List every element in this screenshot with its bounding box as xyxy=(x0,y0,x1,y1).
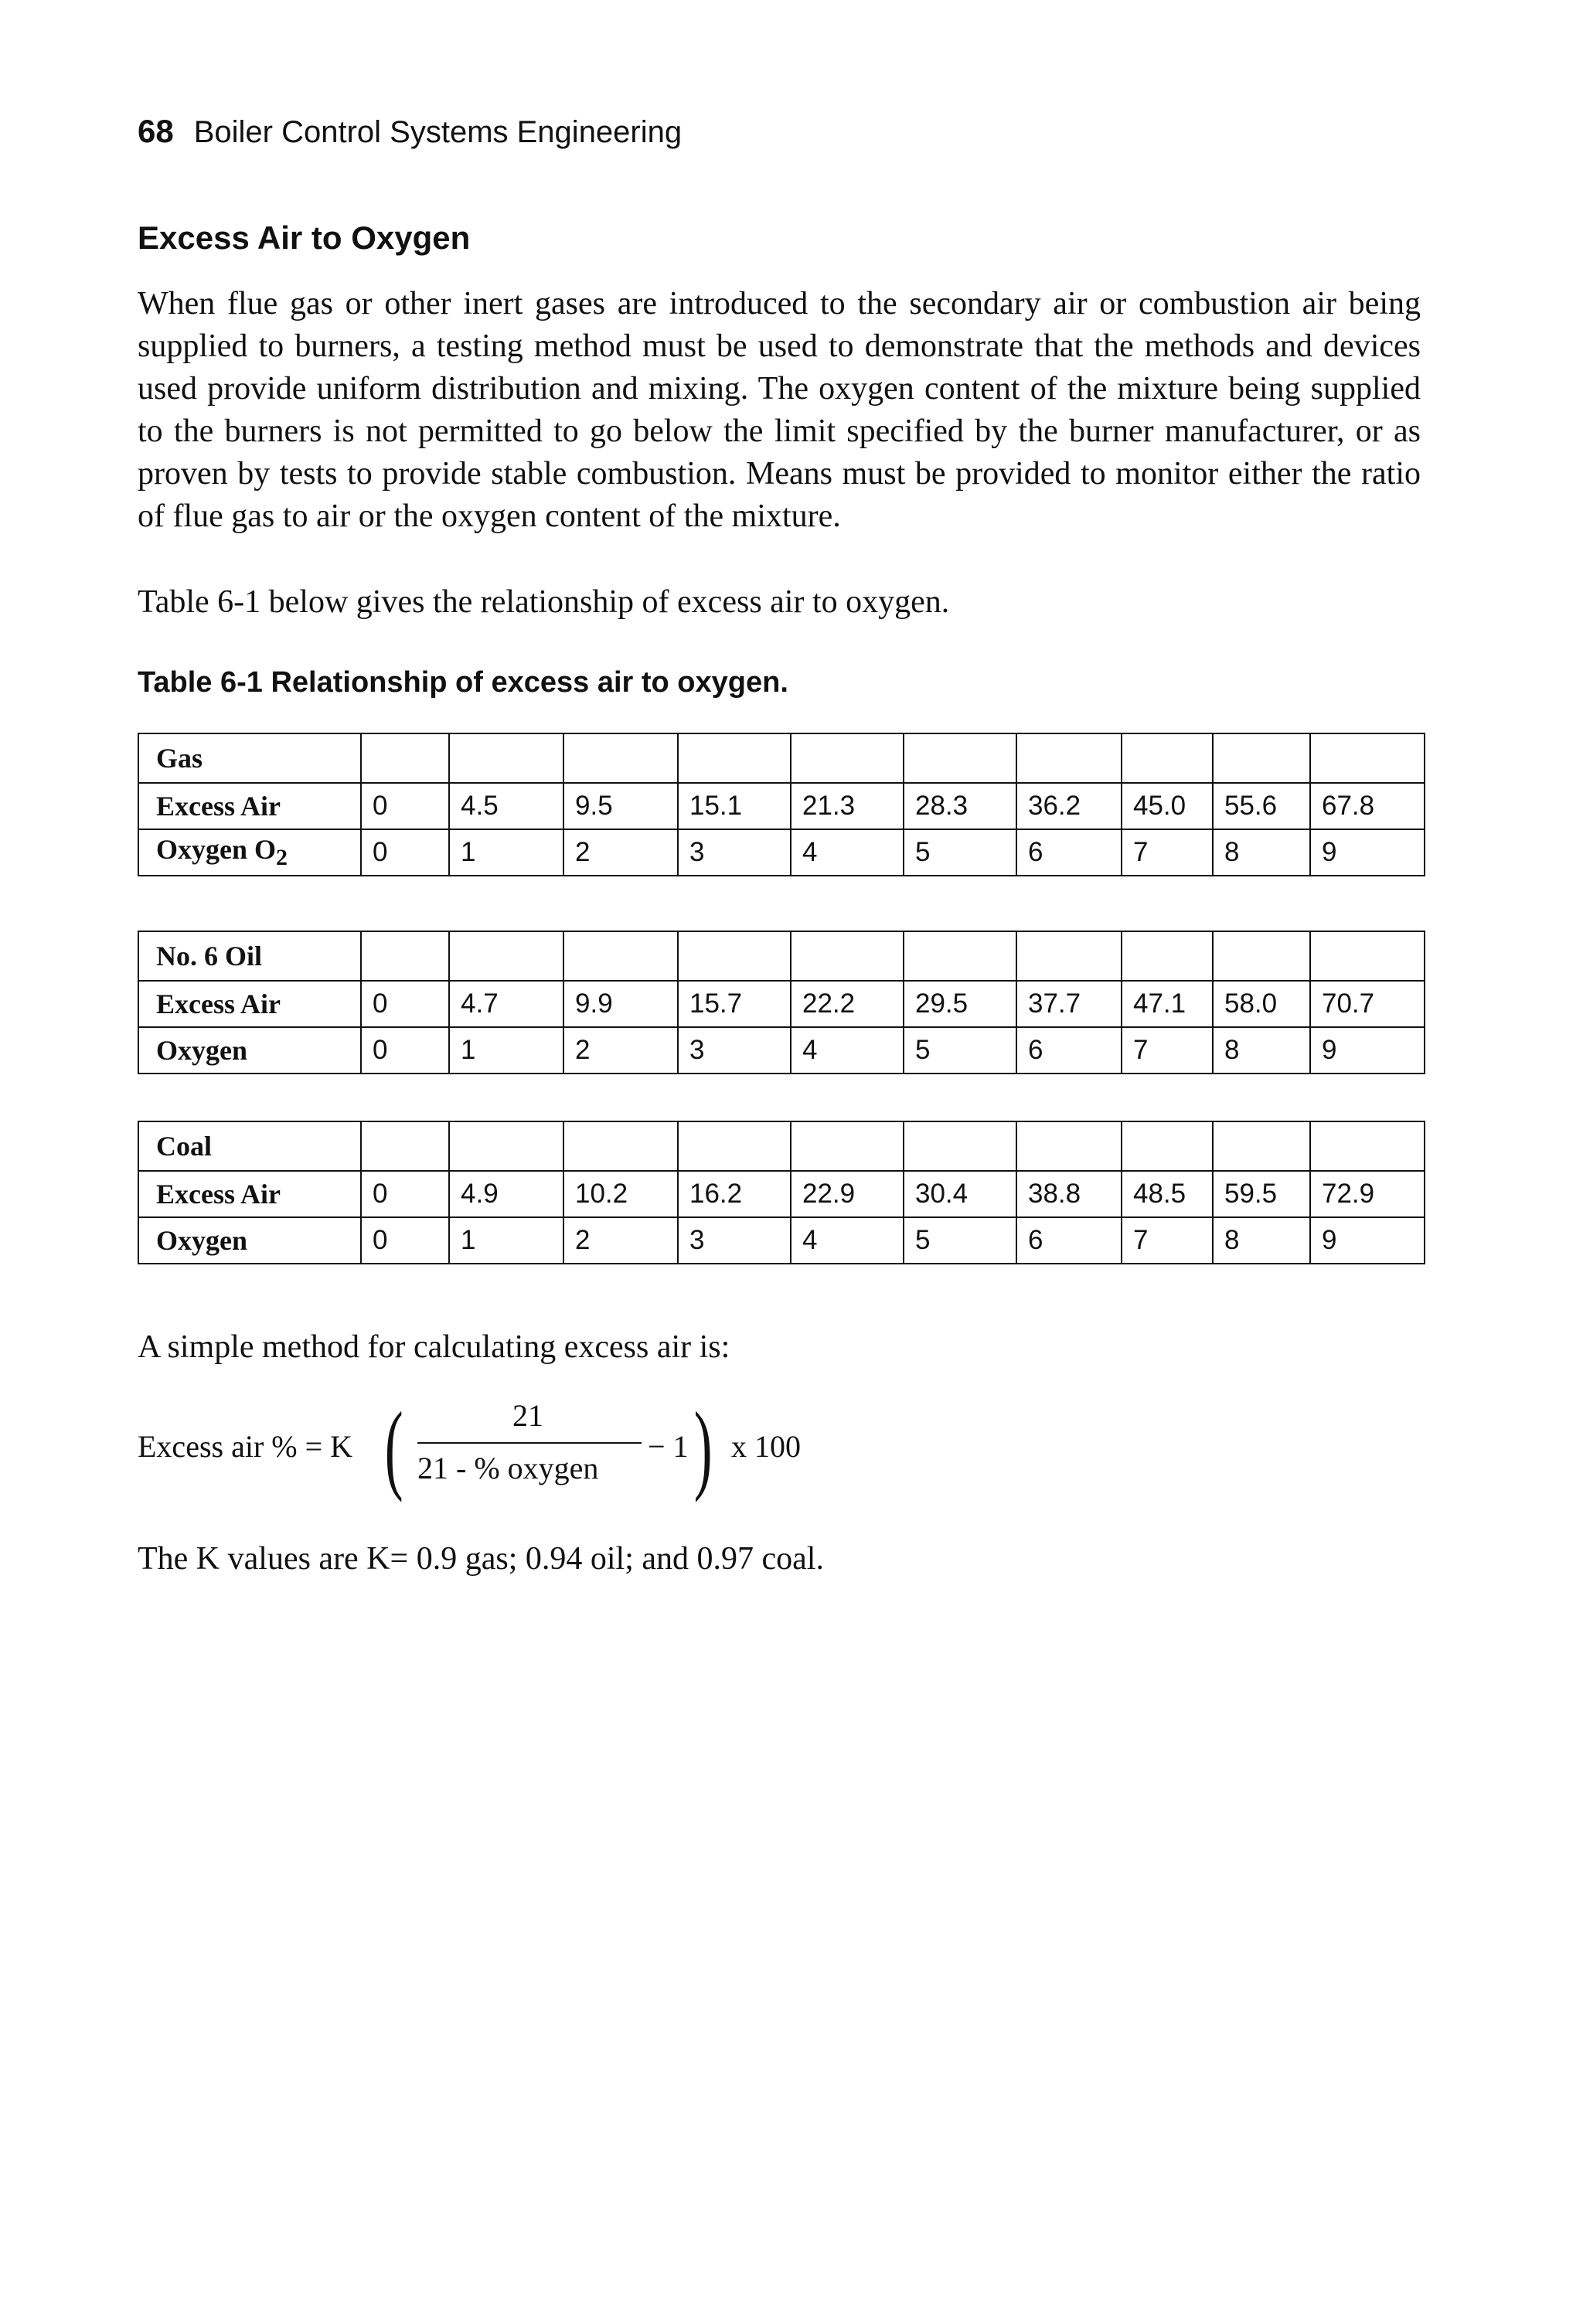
formula-minus-one: − 1 xyxy=(648,1429,689,1464)
table-cell: 9.9 xyxy=(563,981,678,1027)
table-cell: 21.3 xyxy=(791,783,904,829)
k-values-text: The K values are K= 0.9 gas; 0.94 oil; and 0.97 coal. xyxy=(138,1541,824,1577)
table-cell: 30.4 xyxy=(904,1171,1016,1217)
table-cell xyxy=(1016,931,1122,981)
table-cell xyxy=(904,1121,1016,1171)
table-cell: 10.2 xyxy=(563,1171,678,1217)
table-cell: 48.5 xyxy=(1122,1171,1213,1217)
table-cell: 1 xyxy=(449,829,563,876)
table-cell: 36.2 xyxy=(1016,783,1122,829)
table-cell: 0 xyxy=(361,981,449,1027)
formula-multiplier: x 100 xyxy=(731,1429,801,1464)
table-cell: 16.2 xyxy=(678,1171,791,1217)
table-cell: 8 xyxy=(1213,1027,1310,1074)
table-cell xyxy=(449,1121,563,1171)
table-cell: 5 xyxy=(904,1027,1016,1074)
table-cell xyxy=(361,931,449,981)
fuel-label-coal: Coal xyxy=(138,1121,361,1171)
table-cell xyxy=(791,931,904,981)
table-cell: 9 xyxy=(1310,1217,1425,1264)
gas-excess-air-row xyxy=(138,783,1425,829)
table-cell: 3 xyxy=(678,1217,791,1264)
gas-header-row xyxy=(138,733,1425,783)
oil-oxygen-row xyxy=(138,1027,1425,1074)
page-number: 68 xyxy=(138,113,174,149)
table-cell: 3 xyxy=(678,1027,791,1074)
table-cell: 29.5 xyxy=(904,981,1016,1027)
table-cell: 7 xyxy=(1122,1027,1213,1074)
table-cell: 0 xyxy=(361,783,449,829)
gas-oxygen-row xyxy=(138,829,1425,876)
table-cell: 70.7 xyxy=(1310,981,1425,1027)
oxygen-label-text: Oxygen O xyxy=(156,834,277,866)
oil-table xyxy=(138,931,1425,1074)
table-cell xyxy=(1122,931,1213,981)
table-cell: 38.8 xyxy=(1016,1171,1122,1217)
gas-table xyxy=(138,733,1425,876)
table-cell: 0 xyxy=(361,829,449,876)
formula-lhs: Excess air % = K xyxy=(138,1429,353,1464)
running-head xyxy=(138,113,682,150)
table-cell: 3 xyxy=(678,829,791,876)
table-cell: 45.0 xyxy=(1122,783,1213,829)
table-cell: 4.7 xyxy=(449,981,563,1027)
oil-excess-air-row xyxy=(138,981,1425,1027)
table-cell: 7 xyxy=(1122,1217,1213,1264)
table-cell: 2 xyxy=(563,1027,678,1074)
running-title: Boiler Control Systems Engineering xyxy=(193,115,683,149)
table-cell: 8 xyxy=(1213,829,1310,876)
table-cell: 7 xyxy=(1122,829,1213,876)
formula-denominator: 21 - % oxygen xyxy=(417,1451,599,1485)
fuel-label-oil: No. 6 Oil xyxy=(138,931,361,981)
table-cell: 0 xyxy=(361,1171,449,1217)
table-cell: 4 xyxy=(791,829,904,876)
table-cell: 6 xyxy=(1016,1217,1122,1264)
table-cell: 47.1 xyxy=(1122,981,1213,1027)
table-cell: 4 xyxy=(791,1217,904,1264)
table-cell xyxy=(1122,1121,1213,1171)
row-label-oxygen xyxy=(138,829,361,876)
table-cell: 0 xyxy=(361,1027,449,1074)
table-cell: 6 xyxy=(1016,1027,1122,1074)
table-cell: 9 xyxy=(1310,1027,1425,1074)
table-cell: 28.3 xyxy=(904,783,1016,829)
table-cell: 0 xyxy=(361,1217,449,1264)
table-cell: 5 xyxy=(904,1217,1016,1264)
table-cell xyxy=(1213,733,1310,783)
table-cell: 59.5 xyxy=(1213,1171,1310,1217)
table-cell: 1 xyxy=(449,1027,563,1074)
oil-header-row xyxy=(138,931,1425,981)
left-parenthesis: ( xyxy=(384,1392,403,1503)
coal-table xyxy=(138,1121,1425,1264)
table-cell xyxy=(1310,1121,1425,1171)
coal-excess-air-row xyxy=(138,1171,1425,1217)
table-cell xyxy=(563,1121,678,1171)
table-cell: 72.9 xyxy=(1310,1171,1425,1217)
table-cell xyxy=(1213,931,1310,981)
table-cell: 55.6 xyxy=(1213,783,1310,829)
table-cell xyxy=(361,1121,449,1171)
table-cell: 67.8 xyxy=(1310,783,1425,829)
table-cell: 2 xyxy=(563,829,678,876)
table-cell: 22.9 xyxy=(791,1171,904,1217)
table-cell xyxy=(1213,1121,1310,1171)
table-cell: 9.5 xyxy=(563,783,678,829)
table-cell xyxy=(449,733,563,783)
table-cell: 2 xyxy=(563,1217,678,1264)
table-cell: 5 xyxy=(904,829,1016,876)
method-intro: A simple method for calculating excess air is: xyxy=(138,1329,730,1365)
fuel-label-gas: Gas xyxy=(138,733,361,783)
table-cell: 15.1 xyxy=(678,783,791,829)
body-paragraph-intro: When flue gas or other inert gases are introduced to the secondary air or combustion air being supplied to burners, a testing method must be used to demonstrate that the methods and devices used provide uniform distribution and mixing. The oxygen content of the mixture being supplied to the burners is not permitted to go below the limit specified by the burner manufacturer, or as proven by tests to provide stable combustion. Means must be provided to monitor either the ratio of flue gas to air or the oxygen content of the mixture. xyxy=(138,286,1421,534)
fraction-bar xyxy=(417,1442,642,1444)
table-cell: 1 xyxy=(449,1217,563,1264)
row-label-excess-air: Excess Air xyxy=(138,783,361,829)
table-cell: 15.7 xyxy=(678,981,791,1027)
table-cell xyxy=(1016,733,1122,783)
table-cell xyxy=(563,733,678,783)
coal-header-row xyxy=(138,1121,1425,1171)
table-cell: 58.0 xyxy=(1213,981,1310,1027)
table-cell xyxy=(1310,931,1425,981)
table-cell xyxy=(791,733,904,783)
table-cell xyxy=(449,931,563,981)
table-cell xyxy=(1016,1121,1122,1171)
table-cell xyxy=(904,733,1016,783)
table-cell xyxy=(361,733,449,783)
table-cell: 9 xyxy=(1310,829,1425,876)
excess-air-formula xyxy=(138,1392,833,1506)
table-caption: Table 6-1 Relationship of excess air to oxygen. xyxy=(138,666,788,699)
oxygen-subscript: 2 xyxy=(276,845,288,871)
table-cell: 22.2 xyxy=(791,981,904,1027)
table-cell xyxy=(904,931,1016,981)
table-cell: 4.9 xyxy=(449,1171,563,1217)
section-heading: Excess Air to Oxygen xyxy=(138,219,471,256)
table-cell: 8 xyxy=(1213,1217,1310,1264)
row-label-oxygen: Oxygen xyxy=(138,1027,361,1074)
row-label-excess-air: Excess Air xyxy=(138,981,361,1027)
body-paragraph-table-ref: Table 6-1 below gives the relationship of excess air to oxygen. xyxy=(138,584,950,620)
coal-oxygen-row xyxy=(138,1217,1425,1264)
table-cell: 4 xyxy=(791,1027,904,1074)
table-cell xyxy=(563,931,678,981)
row-label-oxygen: Oxygen xyxy=(138,1217,361,1264)
table-cell xyxy=(678,931,791,981)
table-cell: 4.5 xyxy=(449,783,563,829)
table-cell: 37.7 xyxy=(1016,981,1122,1027)
right-parenthesis: ) xyxy=(693,1392,713,1503)
formula-numerator: 21 xyxy=(512,1398,543,1433)
table-cell xyxy=(678,733,791,783)
table-cell xyxy=(1122,733,1213,783)
table-cell xyxy=(678,1121,791,1171)
table-cell xyxy=(1310,733,1425,783)
table-cell xyxy=(791,1121,904,1171)
table-cell: 6 xyxy=(1016,829,1122,876)
row-label-excess-air: Excess Air xyxy=(138,1171,361,1217)
